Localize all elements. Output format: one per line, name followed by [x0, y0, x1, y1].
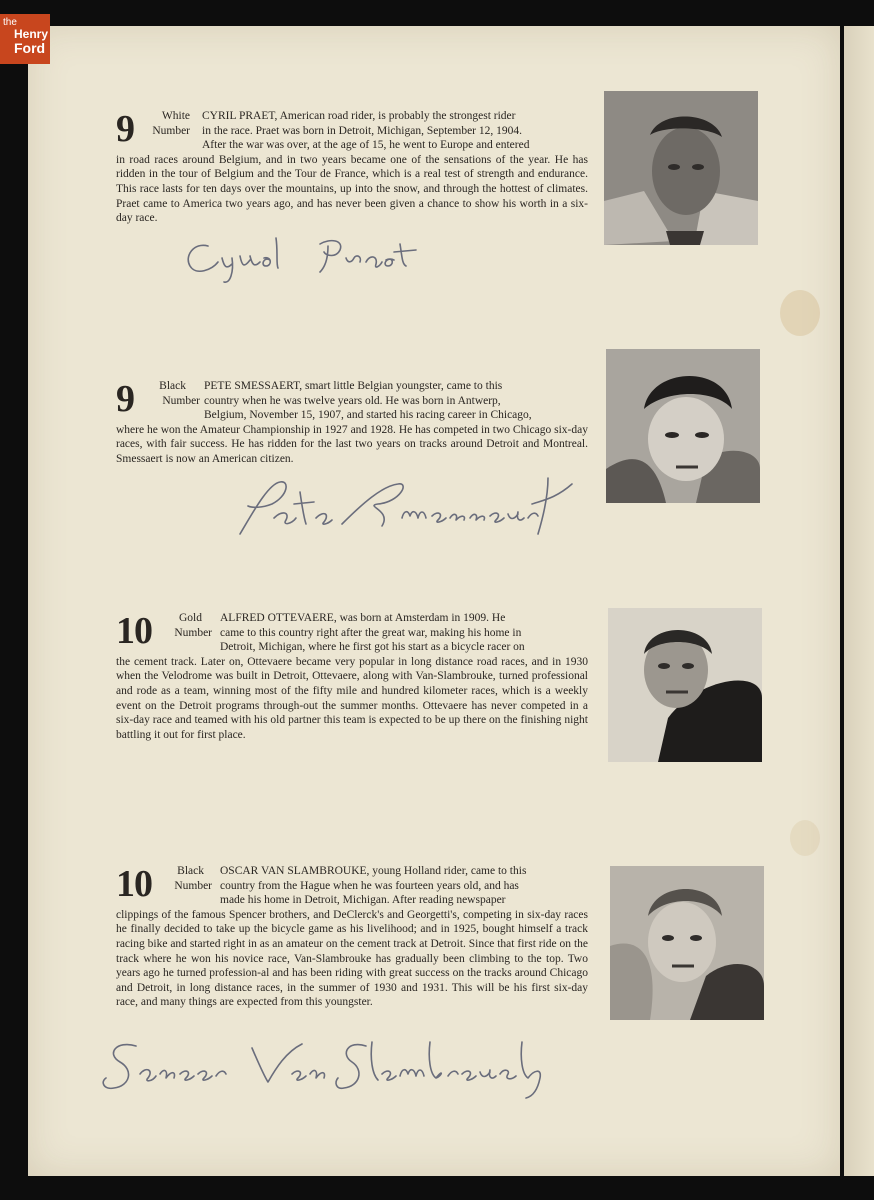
team-number-label: Number [152, 124, 190, 137]
logo-the: the [3, 17, 17, 28]
bio-line: country from the Hague when he was fourteen years old, and has [220, 879, 519, 892]
bio-body: in road races around Belgium, and in two years became one of the sensations of the year. He has ridden in the tour of Belgium and the Tour de France, which is a real test of strength and endurance. This race lasts for ten days over the mountains, up into the snow, and through the hottest of climates. Praet came to America two years ago, and has never been given a chance to show his worth in a six-day race. [116, 153, 588, 225]
rider-entry-smessaert [116, 379, 588, 467]
signature-cyril-praet [180, 232, 450, 288]
team-color: Black [177, 865, 204, 877]
team-color-label [162, 611, 212, 640]
team-color-label [162, 864, 212, 893]
rider-photo-van-slambrouke [610, 866, 764, 1020]
team-number: 10 [116, 863, 152, 905]
bio-top-lines [220, 864, 588, 908]
bio-line: CYRIL PRAET, American road rider, is probably the strongest rider [202, 110, 516, 122]
team-color-label [146, 109, 190, 138]
team-number: 10 [116, 610, 152, 652]
rider-photo-praet [604, 91, 758, 245]
bio-line: Belgium, November 15, 1907, and started his racing career in Chicago, [204, 409, 532, 422]
bio-line: OSCAR VAN SLAMBROUKE, young Holland rider, came to this [220, 865, 527, 877]
rider-entry-van-slambrouke [116, 864, 588, 1010]
water-stain [790, 820, 820, 856]
rider-photo-ottevaere [608, 608, 762, 762]
bio-top-lines [204, 379, 588, 423]
bio-line: in the race. Praet was born in Detroit, Michigan, September 12, 1904. [202, 124, 523, 137]
water-stain [780, 290, 820, 336]
team-color-label [146, 379, 200, 408]
next-page-edge [844, 26, 874, 1176]
team-color: Black [159, 380, 186, 392]
rider-photo-smessaert [606, 349, 760, 503]
logo-ford: Ford [14, 40, 46, 56]
team-number-label: Number [174, 879, 212, 892]
team-number-label: Number [162, 394, 200, 407]
bio-body: clippings of the famous Spencer brothers, and DeClerck's and Georgetti's, competing in six-day races he finally decided to take up the bicycle game as his livelihood; and in 1925, bought himself a track racing bike and started right in as an amateur on the cement track at Detroit. Since that first ride on the track where he won his novice race, Van-Slambrouke has gradually been climbing to the top. Two years ago he turned profession-al and has been riding with great success on the tracks around Chicago and Detroit, in long distance races, in the summer of 1930 and 1931. This will be his first six-day race, and many things are expected from this youngster. [116, 908, 588, 1009]
team-color: White [161, 110, 190, 122]
bio-line: Detroit, Michigan, where he first got his start as a bicycle racer on [220, 641, 525, 654]
team-color: Gold [179, 612, 202, 624]
bio-line: ALFRED OTTEVAERE, was born at Amsterdam in 1909. He [220, 612, 506, 624]
team-number: 9 [116, 378, 134, 420]
bio-top-lines [202, 109, 588, 153]
bio-body: the cement track. Later on, Ottevaere became very popular in long distance road races, and in 1930 when the Velodrome was built in Detroit, Ottevaere, along with Van-Slambrouke, turned professional and rode as a team, winning most of the fifty mile and hundred kilometer races, which is a weekly event on the Detroit programs through-out the summer months. Ottevaere has never competed in a six-day race and teamed with his old partner this team is expected to be up there on the finishing night battling it out for first place. [116, 655, 588, 741]
logo-henry: Henry [14, 27, 49, 41]
bio-line: country when he was twelve years old. He was born in Antwerp, [204, 394, 501, 407]
bio-line: PETE SMESSAERT, smart little Belgian youngster, came to this [204, 380, 503, 392]
bio-body: where he won the Amateur Championship in 1927 and 1928. He has competed in two Chicago six-day races, with fair success. He has ridden for the last two years on tracks around Detroit and Montreal. Smessaert is now an American citizen. [116, 423, 588, 465]
rider-entry-praet [116, 109, 588, 226]
bio-line: made his home in Detroit, Michigan. After reading newspaper [220, 894, 506, 907]
rider-entry-ottevaere [116, 611, 588, 742]
bio-line: came to this country right after the great war, making his home in [220, 626, 522, 639]
team-number-label: Number [174, 626, 212, 639]
signature-oscar-van-slambrouck [96, 1032, 596, 1102]
signature-pete-smessaert [232, 474, 582, 544]
bio-top-lines [220, 611, 588, 655]
bio-line: After the war was over, at the age of 15, he went to Europe and entered [202, 139, 530, 152]
henry-ford-logo [0, 14, 50, 64]
team-number: 9 [116, 108, 134, 150]
